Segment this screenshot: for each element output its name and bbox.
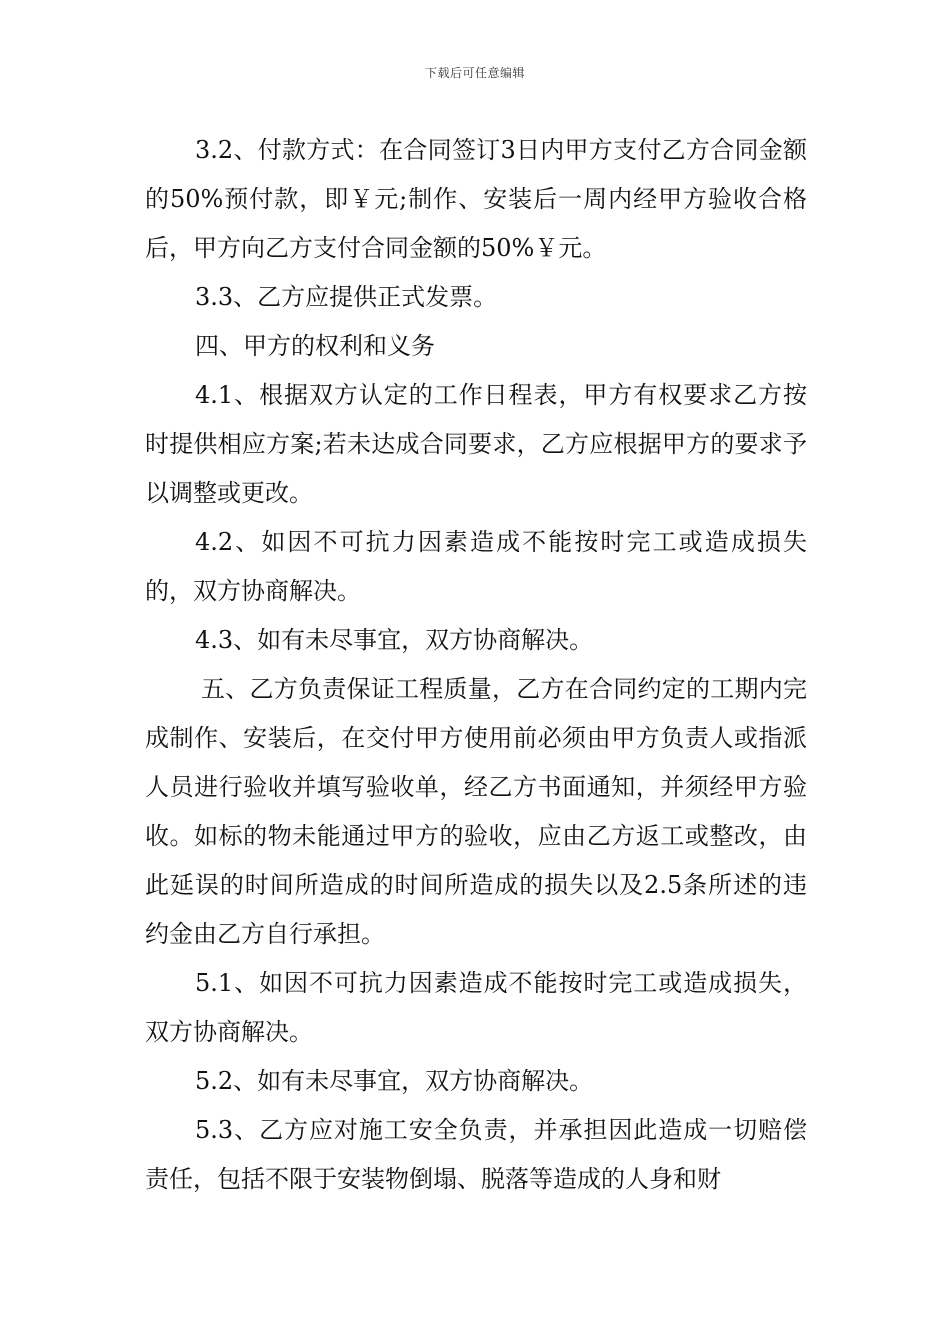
page-header: 下载后可任意编辑 — [424, 66, 525, 80]
clause-3-3: 3.3、乙方应提供正式发票。 — [195, 283, 498, 311]
clause-4-3: 4.3、如有未尽事宜，双方协商解决。 — [195, 626, 594, 654]
clause-4-2: 4.2、如因不可抗力因素造成不能按时完工或造成损失的，双方协商解决。 — [145, 528, 807, 605]
clause-5-2: 5.2、如有未尽事宜，双方协商解决。 — [195, 1067, 594, 1095]
clause-5-1: 5.1、如因不可抗力因素造成不能按时完工或造成损失，双方协商解决。 — [145, 969, 807, 1046]
section-heading-4: 四、甲方的权利和义务 — [195, 332, 435, 360]
section-5-paragraph: 五、乙方负责保证工程质量，乙方在合同约定的工期内完成制作、安装后，在交付甲方使用前必须由甲方负责人或指派人员进行验收并填写验收单，经乙方书面通知，并须经甲方验收。如标的物未能通过甲方的验收，应由乙方返工或整改，由此延误的时间所造成的时间所造成的损失以及2.5条所述的违约金由乙方自行承担。 — [145, 675, 807, 948]
clause-5-3: 5.3、乙方应对施工安全负责，并承担因此造成一切赔偿责任，包括不限于安装物倒塌、脱落等造成的人身和财 — [145, 1116, 807, 1193]
document-body — [145, 126, 807, 1204]
clause-4-1: 4.1、根据双方认定的工作日程表，甲方有权要求乙方按时提供相应方案;若未达成合同要求，乙方应根据甲方的要求予以调整或更改。 — [145, 381, 807, 507]
clause-3-2: 3.2、付款方式：在合同签订3日内甲方支付乙方合同金额的50%预付款，即￥元;制作、安装后一周内经甲方验收合格后，甲方向乙方支付合同金额的50%￥元。 — [145, 136, 807, 262]
